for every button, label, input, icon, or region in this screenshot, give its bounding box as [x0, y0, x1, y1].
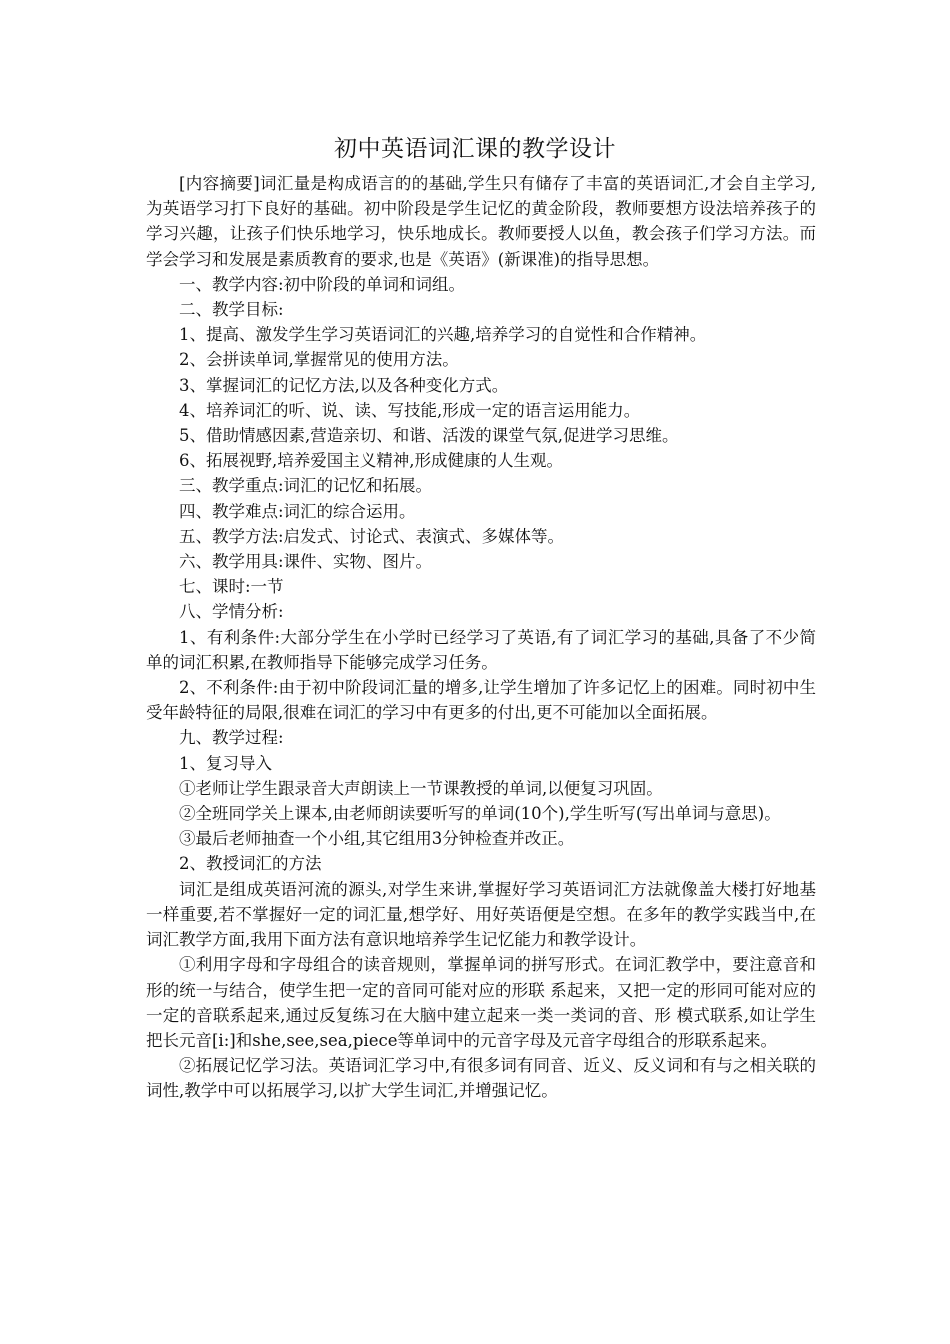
paragraph-goal-5: 5、借助情感因素,营造亲切、和谐、活泼的课堂气氛,促进学习思维。	[179, 426, 679, 446]
paragraph-vocab-methods-heading: 2、教授词汇的方法	[179, 854, 322, 874]
document-body	[146, 171, 816, 1104]
paragraph-goal-2: 2、会拼读单词,掌握常见的使用方法。	[179, 350, 459, 370]
paragraph-methods: 五、教学方法:启发式、讨论式、表演式、多媒体等。	[179, 526, 565, 546]
paragraph-review-step-3: ③最后老师抽查一个小组,其它组用3分钟检查并改正。	[179, 829, 575, 849]
paragraph-favorable-conditions: 1、有利条件:大部分学生在小学时已经学习了英语,有了词汇学习的基础,具备了不少简单的词汇积累,在教师指导下能够完成学习任务。	[146, 627, 816, 672]
paragraph-abstract: [内容摘要]词汇量是构成语言的的基础,学生只有储存了丰富的英语词汇,才会自主学习,为英语学习打下良好的基础。初中阶段是学生记忆的黄金阶段，教师要想方设法培养孩子的学习兴趣，让孩子们快乐地学习，快乐地成长。教师要授人以鱼，教会孩子们学习方法。而学会学习和发展是素质教育的要求,也是《英语》(新课准)的指导思想。	[146, 174, 816, 269]
paragraph-student-analysis-heading: 八、学情分析:	[179, 602, 284, 622]
paragraph-review-step-2: ②全班同学关上课本,由老师朗读要听写的单词(10个),学生听写(写出单词与意思)。	[179, 804, 781, 824]
paragraph-unfavorable-conditions: 2、不利条件:由于初中阶段词汇量的增多,让学生增加了许多记忆上的困难。同时初中生受年龄特征的局限,很难在词汇的学习中有更多的付出,更不可能加以全面拓展。	[146, 678, 816, 723]
paragraph-vocab-importance: 词汇是组成英语河流的源头,对学生来讲,掌握好学习英语词汇方法就像盖大楼打好地基一样重要,若不掌握好一定的词汇量,想学好、用好英语便是空想。在多年的教学实践当中,在词汇教学方面,我用下面方法有意识地培养学生记忆能力和教学设计。	[146, 879, 816, 950]
paragraph-goal-1: 1、提高、激发学生学习英语词汇的兴趣,培养学习的自觉性和合作精神。	[179, 325, 707, 345]
paragraph-review-intro: 1、复习导入	[179, 753, 272, 773]
paragraph-method-2: ②拓展记忆学习法。英语词汇学习中,有很多词有同音、近义、反义词和有与之相关联的词性,教学中可以拓展学习,以扩大学生词汇,并增强记忆。	[146, 1056, 816, 1101]
paragraph-review-step-1: ①老师让学生跟录音大声朗读上一节课教授的单词,以便复习巩固。	[179, 778, 663, 798]
paragraph-key-points: 三、教学重点:词汇的记忆和拓展。	[179, 476, 433, 496]
paragraph-goal-6: 6、拓展视野,培养爱国主义精神,形成健康的人生观。	[179, 451, 563, 471]
paragraph-goal-4: 4、培养词汇的听、说、读、写技能,形成一定的语言运用能力。	[179, 400, 641, 420]
paragraph-teaching-goals-heading: 二、教学目标:	[179, 300, 284, 320]
paragraph-method-1: ①利用字母和字母组合的读音规则，掌握单词的拼写形式。在词汇教学中，要注意音和形的统一与结合，使学生把一定的音同可能对应的形联 系起来，又把一定的形同可能对应的一定的音联系起来,通过反复练习在大脑中建立起来一类一类词的音、形 模式联系,如让学生把长元音[i:]和she,see,sea,piece等单词中的元音字母及元音字母组合的形联系起来。	[146, 955, 816, 1050]
paragraph-class-hours: 七、课时:一节	[179, 577, 284, 597]
paragraph-process-heading: 九、教学过程:	[179, 728, 284, 748]
document-title: 初中英语词汇课的教学设计	[334, 136, 616, 162]
paragraph-goal-3: 3、掌握词汇的记忆方法,以及各种变化方式。	[179, 375, 509, 395]
paragraph-teaching-content: 一、教学内容:初中阶段的单词和词组。	[179, 274, 466, 294]
paragraph-difficulties: 四、教学难点:词汇的综合运用。	[179, 501, 416, 521]
paragraph-tools: 六、教学用具:课件、实物、图片。	[179, 552, 433, 572]
